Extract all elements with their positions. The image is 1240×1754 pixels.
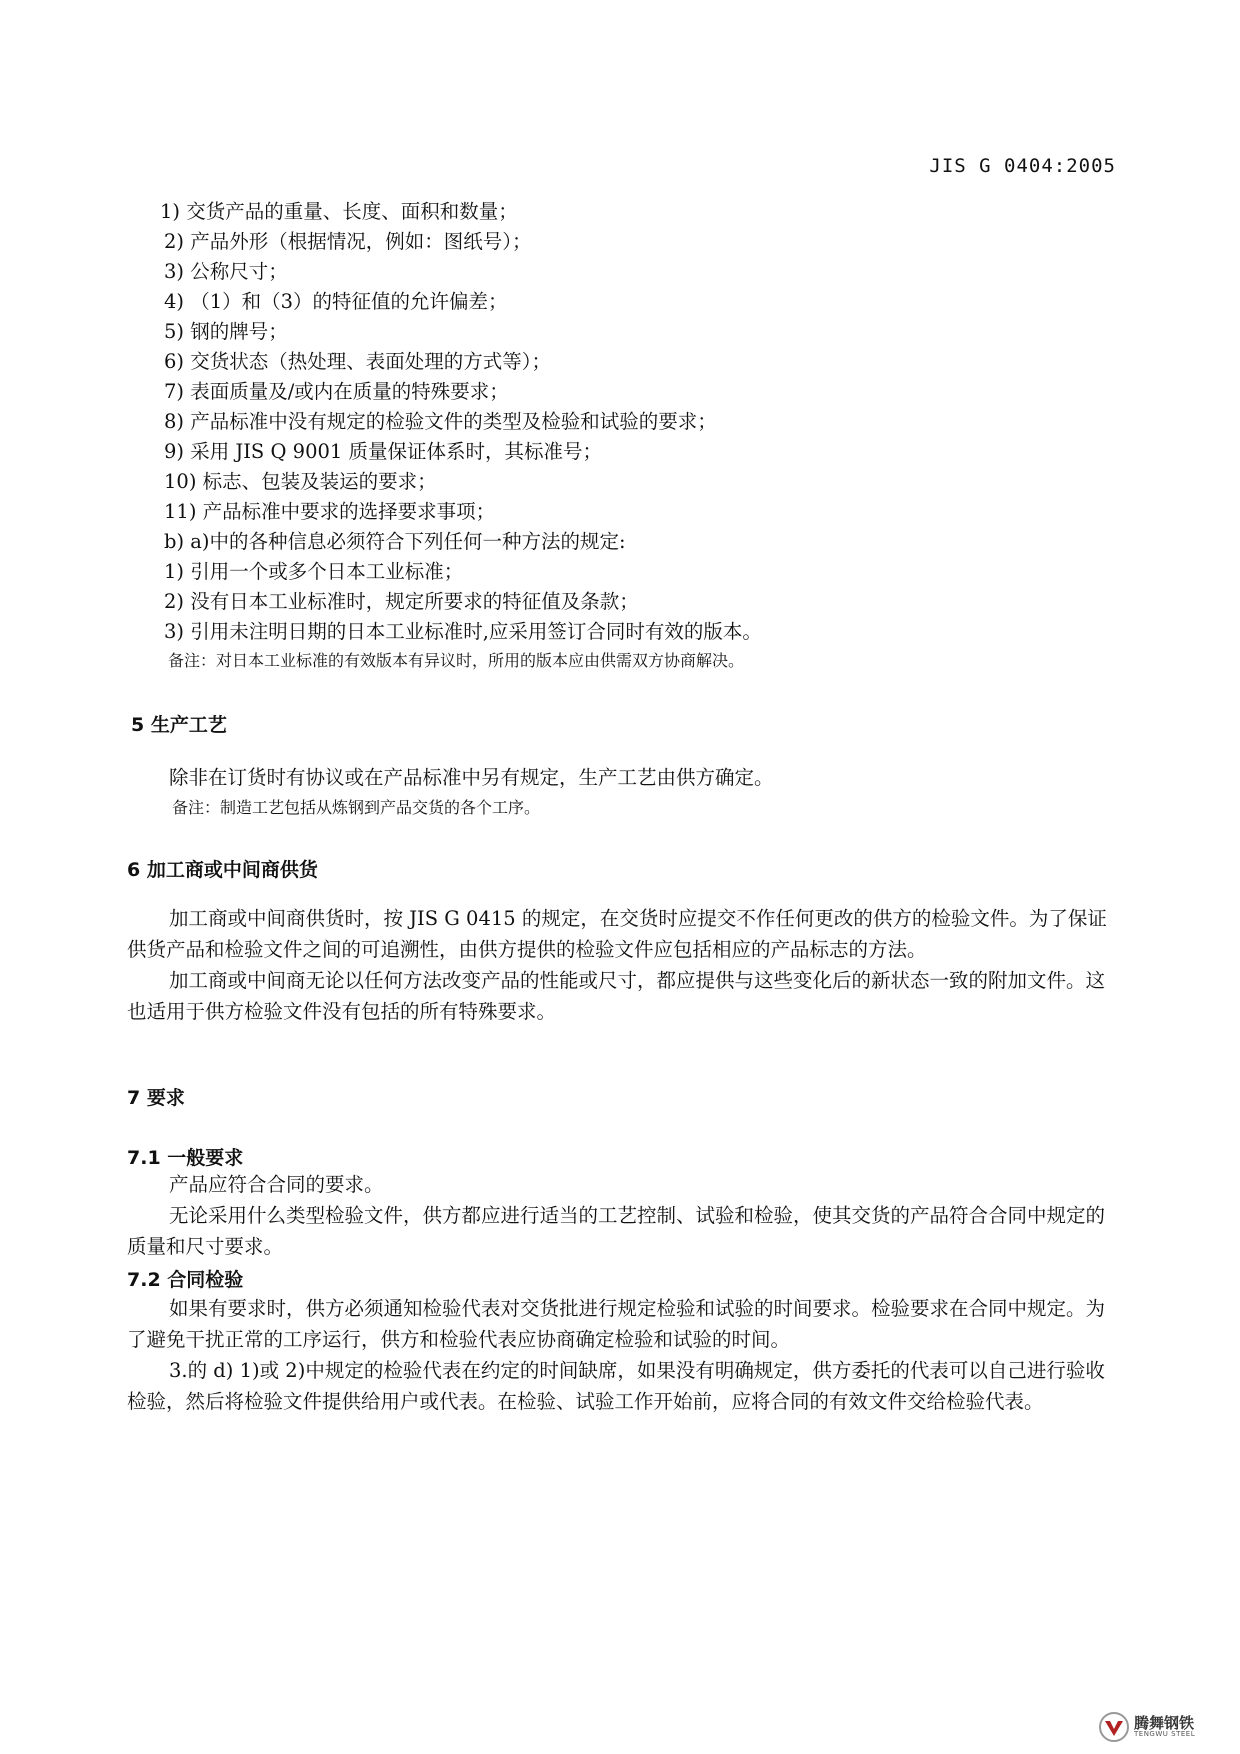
- logo-text-en: TENGWU STEEL: [1134, 1730, 1196, 1738]
- list-item: 10) 标志、包装及装运的要求；: [164, 470, 437, 493]
- list-item-b: b) a)中的各种信息必须符合下列任何一种方法的规定:: [164, 530, 626, 553]
- list-item: 7) 表面质量及/或内在质量的特殊要求；: [164, 380, 509, 403]
- section-heading-6: 6 加工商或中间商供货: [127, 859, 318, 881]
- paragraph: 加工商或中间商无论以任何方法改变产品的性能或尺寸，都应提供与这些变化后的新状态一致的附加文件。这也适用于供方检验文件没有包括的所有特殊要求。: [127, 969, 1106, 1023]
- logo-mark-icon: [1098, 1711, 1130, 1743]
- note: 备注：对日本工业标准的有效版本有异议时，所用的版本应由供需双方协商解决。: [168, 651, 745, 670]
- list-item: 3) 引用未注明日期的日本工业标准时,应采用签订合同时有效的版本。: [164, 620, 762, 643]
- list-item: 3) 公称尺寸；: [164, 260, 288, 283]
- section-paragraphs-7-1: [127, 1169, 1117, 1262]
- paragraph: 如果有要求时，供方必须通知检验代表对交货批进行规定检验和试验的时间要求。检验要求在合同中规定。为了避免干扰正常的工序运行，供方和检验代表应协商确定检验和试验的时间。: [127, 1297, 1106, 1351]
- section-heading-5: 5 生产工艺: [131, 714, 227, 736]
- section-heading-7: 7 要求: [127, 1087, 185, 1109]
- paragraph: 无论采用什么类型检验文件，供方都应进行适当的工艺控制、试验和检验，使其交货的产品符合合同中规定的质量和尺寸要求。: [127, 1204, 1106, 1258]
- note: 备注：制造工艺包括从炼钢到产品交货的各个工序。: [172, 798, 541, 817]
- paragraph: 加工商或中间商供货时，按 JIS G 0415 的规定，在交货时应提交不作任何更改的供方的检验文件。为了保证供货产品和检验文件之间的可追溯性，由供方提供的检验文件应包括相应的产品标志的方法。: [127, 907, 1107, 961]
- list-item: 5) 钢的牌号；: [164, 320, 288, 343]
- logo-text-cn: 腾舞钢铁: [1134, 1714, 1195, 1732]
- company-logo: [1098, 1710, 1218, 1744]
- list-item: 2) 没有日本工业标准时，规定所要求的特征值及条款；: [164, 590, 639, 613]
- paragraph: 产品应符合合同的要求。: [169, 1173, 384, 1196]
- document-code: JIS G 0404:2005: [929, 155, 1116, 177]
- section-paragraphs-7-2: [127, 1293, 1117, 1417]
- section-heading-7-2: 7.2 合同检验: [127, 1269, 244, 1291]
- list-item: 9) 采用 JIS Q 9001 质量保证体系时，其标准号；: [164, 440, 602, 463]
- list-item: 2) 产品外形（根据情况，例如：图纸号）；: [164, 230, 532, 253]
- section-heading-7-1: 7.1 一般要求: [127, 1147, 244, 1169]
- list-item: 1) 交货产品的重量、长度、面积和数量；: [160, 200, 518, 223]
- list-item: 8) 产品标准中没有规定的检验文件的类型及检验和试验的要求；: [164, 410, 717, 433]
- list-item: 6) 交货状态（热处理、表面处理的方式等）；: [164, 350, 551, 373]
- section-text: 除非在订货时有协议或在产品标准中另有规定，生产工艺由供方确定。: [169, 766, 774, 789]
- list-item: 1) 引用一个或多个日本工业标准；: [164, 560, 464, 583]
- list-item: 4) （1）和（3）的特征值的允许偏差；: [164, 290, 508, 313]
- list-item: 11) 产品标准中要求的选择要求事项；: [164, 500, 496, 523]
- paragraph: 3.的 d) 1)或 2)中规定的检验代表在约定的时间缺席，如果没有明确规定，供方委托的代表可以自己进行验收检验，然后将检验文件提供给用户或代表。在检验、试验工作开始前，应将合同的有效文件交给检验代表。: [127, 1359, 1105, 1413]
- section-paragraphs-6: [127, 903, 1117, 1027]
